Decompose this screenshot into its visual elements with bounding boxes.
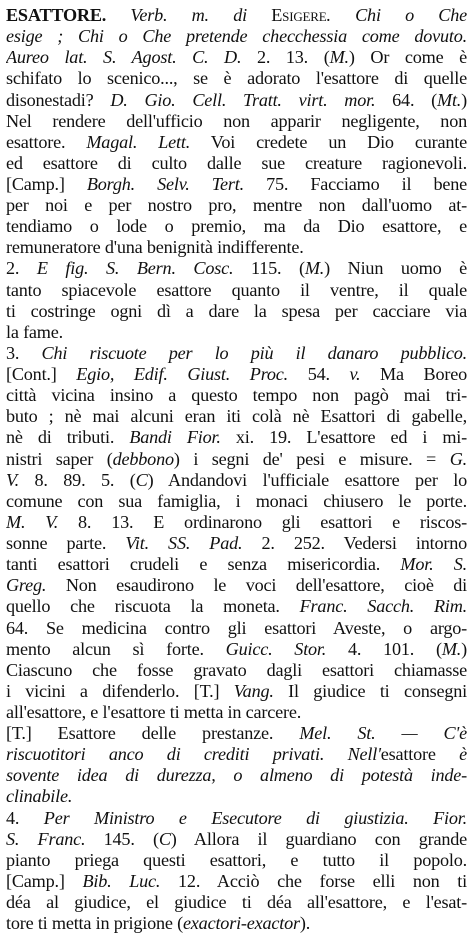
- entry-line: [6, 152, 467, 174]
- entry-text: 2. 13. (: [241, 47, 330, 68]
- entry-text: Non esaudirono le voci dell'esattore, cioè di: [46, 575, 467, 596]
- entry-text: Esigere: [271, 5, 327, 25]
- italic-text: Mor. S.: [400, 554, 467, 575]
- entry-line: [6, 89, 467, 111]
- italic-text: Aureo lat. S. Agost. C. D.: [6, 47, 242, 68]
- entry-text: per noi e per nostro pro, mentre non dall'uomo at-: [6, 195, 467, 216]
- entry-line: [6, 785, 467, 807]
- italic-text: Guicc. Stor.: [225, 638, 327, 659]
- italic-text: S. Franc.: [6, 828, 86, 849]
- entry-line: [6, 849, 467, 871]
- entry-text: 64. (: [375, 89, 437, 110]
- italic-text: exactori-exactor: [182, 913, 300, 934]
- entry-text: 54.: [288, 364, 350, 384]
- entry-line: [6, 511, 467, 533]
- entry-text: Il giudice ti consegni: [273, 680, 467, 701]
- italic-text: G.: [449, 448, 467, 469]
- entry-line: [6, 236, 467, 258]
- entry-line: [6, 701, 467, 723]
- entry-line: [6, 680, 467, 702]
- entry-line: [6, 448, 467, 470]
- entry-text: ed esattore di culto dalle sue creature ragionevoli.: [6, 152, 467, 173]
- entry-line: [6, 722, 467, 744]
- italic-text: M.: [329, 47, 349, 68]
- italic-text: M.: [441, 638, 462, 659]
- entry-text: 8. 13. E ordinarono gli esattori e riscos-: [58, 511, 467, 532]
- entry-text: 4.: [6, 807, 44, 828]
- entry-text: nistri saper (: [6, 448, 113, 469]
- entry-text: ): [461, 89, 467, 110]
- entry-text: Nel rendere dell'ufficio non apparir negligente, non: [6, 110, 467, 131]
- entry-line: [6, 426, 467, 448]
- entry-text: 75. Facciamo il bene: [243, 174, 467, 194]
- entry-text: 4. 101. (: [326, 638, 442, 659]
- entry-line: [6, 300, 467, 322]
- entry-text: ) i segni de' pesi e misure. =: [173, 448, 450, 469]
- italic-text: Mel. St. — C'è: [299, 723, 467, 744]
- italic-text: D. Gio. Cell. Tratt. virt. mor.: [110, 89, 376, 110]
- entry-line: [6, 173, 467, 195]
- entry-line: [6, 342, 467, 364]
- entry-text: 2. 252. Vedersi intorno: [242, 533, 467, 553]
- entry-text: ) Or come è: [348, 47, 467, 68]
- italic-text: riscuotitori anco di crediti privati. Nell': [6, 744, 381, 765]
- entry-line: [6, 490, 467, 512]
- italic-text: M.: [304, 258, 325, 279]
- entry-text: esattore.: [6, 131, 87, 152]
- entry-text: buto ; nè mai alcuni eran iti colà nè Esattori di gabelle,: [6, 406, 467, 427]
- entry-line: [6, 617, 467, 639]
- entry-text: [T.] Esattore delle prestanze.: [6, 723, 300, 744]
- entry-text: comune con sua famiglia, i monaci chiusero le porte.: [6, 490, 467, 511]
- italic-text: Verb. m. di: [106, 5, 272, 25]
- entry-line: [6, 194, 467, 216]
- entry-text: la fame.: [6, 321, 63, 342]
- entry-text: quello che riscuota la moneta.: [6, 596, 300, 617]
- entry-text: [Camp.]: [6, 174, 87, 194]
- italic-text: Chi riscuote per lo più il danaro pubblico.: [41, 342, 467, 363]
- italic-text: Franc. Sacch. Rim.: [299, 596, 467, 617]
- entry-line: [6, 131, 467, 153]
- entry-text: 115. (: [233, 258, 305, 279]
- italic-text: sovente idea di durezza, o almeno di potestà inde-: [6, 765, 467, 786]
- entry-text: Ciascuno che fosse gravato dagli esattori chiamasse: [6, 659, 467, 680]
- entry-text: déa al giudice, el giudice ti déa all'esattore, e l'esat-: [6, 892, 467, 912]
- entry-text: mento alcun sì forte.: [6, 638, 226, 659]
- entry-text: ).: [299, 913, 311, 934]
- entry-text: 12. Acciò che forse elli non ti: [160, 870, 467, 891]
- entry-line: [6, 215, 467, 237]
- entry-line: [6, 257, 467, 279]
- entry-text: xi. 19. L'esattore ed i mi-: [220, 427, 467, 448]
- entry-line: [6, 764, 467, 786]
- entry-line: [6, 659, 467, 681]
- entry-line: [6, 743, 467, 765]
- entry-text: 3.: [6, 342, 42, 363]
- entry-line: [6, 553, 467, 575]
- italic-text: C: [158, 828, 171, 849]
- italic-text: V.: [6, 469, 19, 490]
- entry-text: ) Allora il guardiano con grande: [170, 828, 467, 849]
- italic-text: Greg.: [6, 575, 47, 596]
- entry-text: disonestadi?: [6, 89, 111, 110]
- entry-text: ) Niun uomo è: [324, 258, 467, 279]
- entry-line: [6, 46, 467, 68]
- entry-line: [6, 638, 467, 660]
- italic-text: Per Ministro e Esecutore di giustizia. Fior.: [43, 807, 467, 828]
- entry-line: [6, 279, 467, 301]
- italic-text: M. V.: [6, 511, 59, 532]
- entry-text: tanti esattori crudeli e senza misericordia.: [6, 554, 401, 575]
- entry-line: [6, 321, 467, 343]
- entry-line: [6, 828, 467, 850]
- entry-line: [6, 469, 467, 491]
- entry-line: [6, 110, 467, 132]
- entry-text: città vicina insino a questo tempo non pagò mai tri-: [6, 385, 467, 406]
- entry-text: tore ti metta in prigione (: [6, 913, 183, 934]
- italic-text: è: [435, 744, 467, 765]
- entry-text: all'esattore, e l'esattore ti metta in carcere.: [6, 702, 302, 722]
- entry-line: [6, 595, 467, 617]
- entry-text: remuneratore d'una benignità indifferente.: [6, 237, 304, 258]
- italic-text: debbono: [112, 448, 174, 469]
- entry-text: [Cont.]: [6, 364, 77, 384]
- entry-text: 8. 89. 5. (: [18, 469, 136, 490]
- italic-text: Bib. Luc.: [82, 870, 161, 891]
- entry-text: tanto spiacevole esattore quanto il ventre, il quale: [6, 279, 467, 300]
- italic-text: Bandi Fior.: [129, 427, 221, 448]
- entry-line: [6, 363, 467, 385]
- entry-text: sonne parte.: [6, 533, 126, 553]
- entry-line: [6, 870, 467, 892]
- headword: ESATTORE.: [6, 5, 107, 25]
- entry-line: [6, 912, 467, 934]
- entry-text: pianto priega questi esattori, e tutto il popolo.: [6, 849, 467, 870]
- entry-line: [6, 405, 467, 427]
- entry-text: 2.: [6, 258, 37, 279]
- entry-line: [6, 25, 467, 47]
- entry-text: Voi credete un Dio curante: [190, 131, 467, 152]
- entry-text: ti costringe ogni dì a dare la spesa per cacciare via: [6, 300, 467, 321]
- italic-text: Magal. Lett.: [86, 131, 191, 152]
- entry-text: ) Andandovi l'ufficiale esattore per lo: [147, 469, 467, 490]
- italic-text: E fig. S. Bern. Cosc.: [36, 258, 234, 279]
- entry-text: [Camp.]: [6, 870, 83, 891]
- italic-text: . Chi o Che: [326, 5, 467, 25]
- entry-text: i vicini a difenderlo. [T.]: [6, 680, 234, 701]
- entry-text: tendiamo o lode o premio, ma da Dio esattore, e: [6, 216, 467, 237]
- entry-line: [6, 574, 467, 596]
- entry-text: 64. Se medicina contro gli esattori Aveste, o argo-: [6, 617, 467, 638]
- italic-text: esige ; Chi o Che pretende checchessia come dovuto.: [6, 26, 467, 47]
- italic-text: Mt.: [437, 89, 462, 110]
- entry-line: [6, 891, 467, 913]
- entry-text: 145. (: [85, 828, 159, 849]
- entry-line: [6, 384, 467, 406]
- italic-text: Egio, Edif. Giust. Proc.: [76, 364, 289, 384]
- entry-line: [6, 67, 467, 89]
- entry-text: Ma Boreo: [360, 364, 467, 384]
- italic-text: clinabile.: [6, 786, 73, 807]
- entry-line: [6, 4, 467, 26]
- italic-text: Vit. SS. Pad.: [125, 533, 243, 553]
- entry-text: ): [461, 638, 467, 659]
- italic-text: Vang.: [233, 680, 274, 701]
- entry-text: nè di tributi.: [6, 427, 130, 448]
- entry-text: esattore: [380, 744, 436, 765]
- italic-text: v.: [349, 364, 361, 384]
- entry-line: [6, 532, 467, 554]
- entry-line: [6, 807, 467, 829]
- italic-text: C: [135, 469, 148, 490]
- italic-text: Borgh. Selv. Tert.: [86, 174, 244, 194]
- entry-text: schifato lo scenico..., se è adorato l'esattore di quelle: [6, 68, 467, 89]
